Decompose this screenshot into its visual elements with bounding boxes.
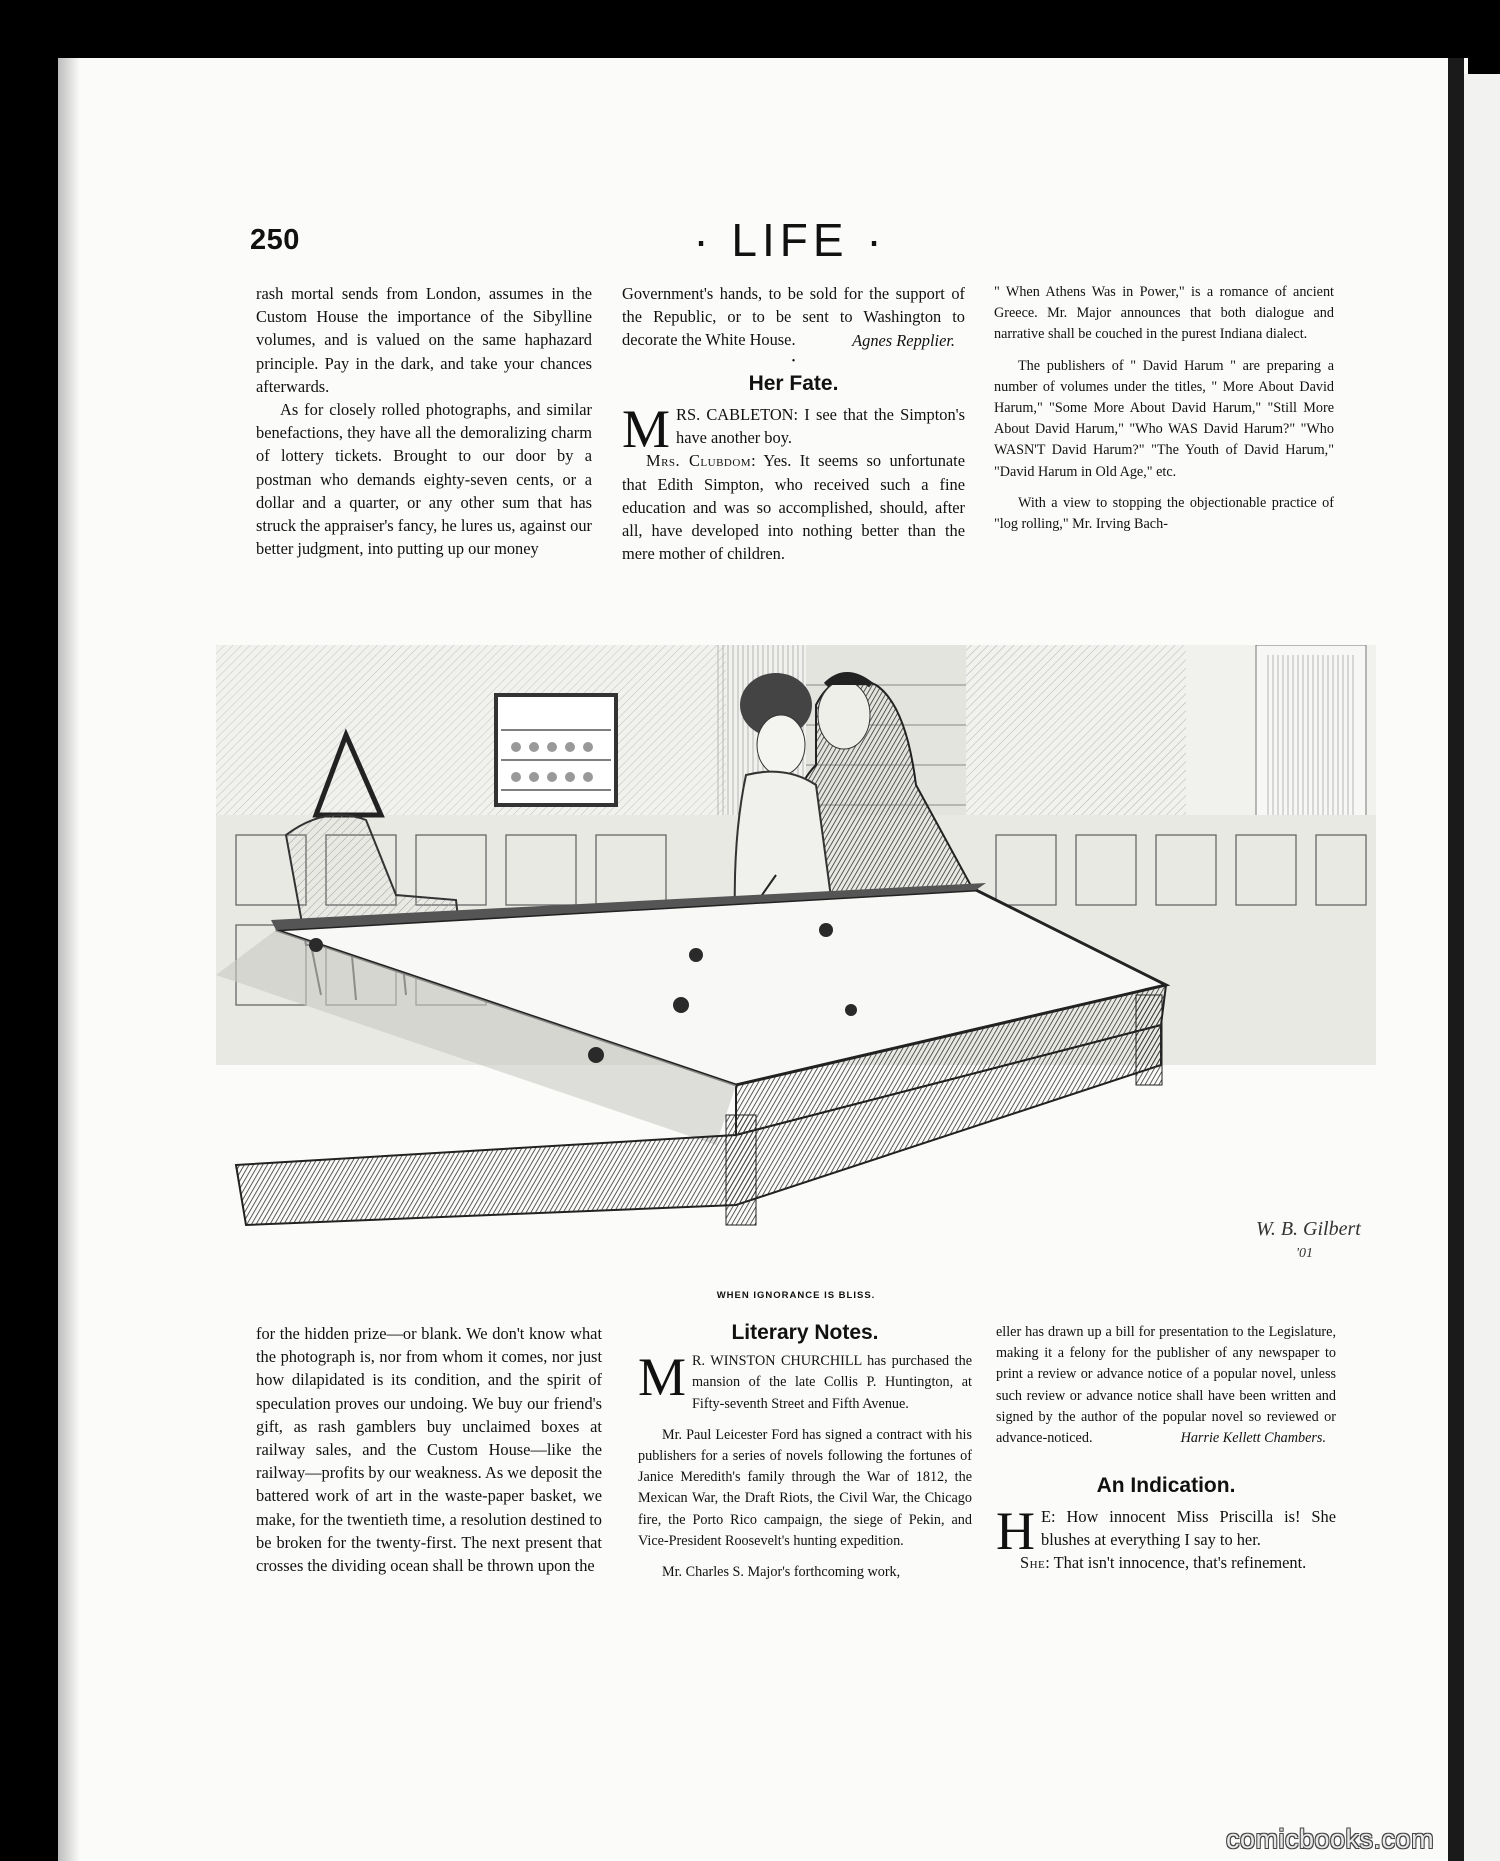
signature: Harrie Kellett Chambers. <box>1180 1430 1326 1447</box>
paragraph: Mr. Charles S. Major's forthcoming work, <box>662 1564 901 1581</box>
drop-cap: M <box>622 399 671 460</box>
column-1-bottom <box>256 1322 602 1577</box>
masthead-title: · LIFE · <box>693 214 887 266</box>
site-watermark: comicbooks.com <box>1226 1824 1435 1854</box>
speaker-name: She <box>1020 1553 1046 1573</box>
paragraph <box>638 1347 972 1415</box>
dialogue-text: : I see that the Simpton's have another boy. <box>676 405 966 448</box>
billiards-illustration <box>216 645 1376 1270</box>
speaker-name: Mrs. Clubdom <box>646 451 752 471</box>
paragraph: eller has drawn up a bill for presentation to the Legislature, making it a felony for the publisher of any newspaper to print a review or advance notice of a popular novel, unless such review or advance notice shall have been written and signed by the author of the popular novel so reviewed or advance-noticed. <box>996 1324 1336 1447</box>
illustration-caption: WHEN IGNORANCE IS BLISS. <box>716 1290 876 1301</box>
column-1-top <box>256 282 592 560</box>
page-gutter-shadow <box>58 58 80 1861</box>
man-face <box>818 681 870 749</box>
adjacent-page-sliver <box>1464 74 1500 1861</box>
paragraph-text: R. WINSTON CHURCHILL has purchased the mansion of the late Collis P. Huntington, at Fifty-seventh Street and Fifth Avenue. <box>692 1353 972 1412</box>
woman-face <box>757 715 805 775</box>
artist-year: '01 <box>1296 1246 1313 1261</box>
paragraph: Mr. Paul Leicester Ford has signed a contract with his publishers for a series of novels following the fortunes of Janice Meredith's family through the War of 1812, the Mexican War, the Draft Riots, the Civil War, the Chicago fire, the Porto Rico campaign, the siege of Pekin, and Vice-President Roosevelt's hunting expedition. <box>638 1426 972 1549</box>
speaker-name: RS. CABLETON <box>676 405 794 425</box>
page-edge <box>1448 58 1464 1861</box>
artist-signature: W. B. Gilbert <box>1256 1218 1361 1240</box>
paragraph: " When Athens Was in Power," is a romance of ancient Greece. Mr. Major announces that both dialogue and narrative shall be couched in the purest Indiana dialect. <box>994 284 1334 343</box>
column-2-top <box>622 282 965 565</box>
column-3-bottom <box>996 1322 1336 1574</box>
table-leg <box>726 1115 756 1225</box>
table-leg <box>1136 995 1162 1085</box>
dialogue-line <box>996 1500 1336 1561</box>
paragraph: The publishers of " David Harum " are preparing a number of volumes under the titles, " More About David Harum," "Some More About David Harum," "Still More About David Harum," "Who WAS David Harum?" "Who WASN'T David Harum?" "The Youth of David Harum," "David Harum in Old Age," etc. <box>994 357 1334 480</box>
paragraph: As for closely rolled photographs, and similar benefactions, they have all the demoralizing charm of lottery tickets. Brought to our door by a postman who demands eighty-seven cents, or a dollar and a quarter, or any other sum that has struck the appraiser's fancy, he lures us, against our better judgment, into putting up our money <box>256 400 592 559</box>
column-2-bottom <box>638 1322 972 1583</box>
section-heading: An Indication. <box>1096 1474 1236 1498</box>
dialogue-line <box>622 399 966 460</box>
dialogue-line <box>622 449 965 565</box>
drop-cap: H <box>996 1500 1035 1561</box>
dialogue-text: E: How innocent Miss Priscilla is! She blushes at everything I say to her. <box>1041 1506 1336 1549</box>
separator-dot: • <box>791 355 796 367</box>
dialogue-line <box>996 1551 1336 1574</box>
paragraph: With a view to stopping the objectionable practice of "log rolling," Mr. Irving Bach- <box>994 494 1334 533</box>
signature: Agnes Repplier. <box>852 330 955 350</box>
paragraph: rash mortal sends from London, assumes in the Custom House the importance of the Sibylline volumes, and is valued on the same haphazard principle. Pay in the dark, and take your chances afterwards. <box>256 284 592 396</box>
dialogue-text: : Yes. It seems so unfortunate that Edith Simpton, who received such a fine education and was so accomplished, should, after all, have developed into nothing better than the mere mother of children. <box>622 451 965 564</box>
dialogue-text: : That isn't innocence, that's refinement. <box>1045 1553 1307 1573</box>
paragraph: Government's hands, to be sold for the support of the Republic, or to be sent to Washington to decorate the White House. <box>622 284 965 350</box>
column-3-top <box>994 282 1334 535</box>
section-heading: Literary Notes. <box>731 1321 879 1344</box>
page-number: 250 <box>250 224 300 256</box>
paragraph: for the hidden prize—or blank. We don't know what the photograph is, nor from whom it comes, nor just how dilapidated is its condition, and the spirit of speculation proves our undoing. We buy our friend's gift, as rash gamblers buy unclaimed boxes at railway sales, and the Custom House—like the railway—profits by our weakness. As we deposit the battered work of art in the waste-paper basket, we make, for the twentieth time, a resolution destined to be broken for the twenty-first. The next present that crosses the dividing ocean shall be thrown upon the <box>256 1324 602 1576</box>
drop-cap: M <box>638 1347 687 1408</box>
curtain <box>1266 655 1356 825</box>
section-heading: Her Fate. <box>748 371 839 395</box>
